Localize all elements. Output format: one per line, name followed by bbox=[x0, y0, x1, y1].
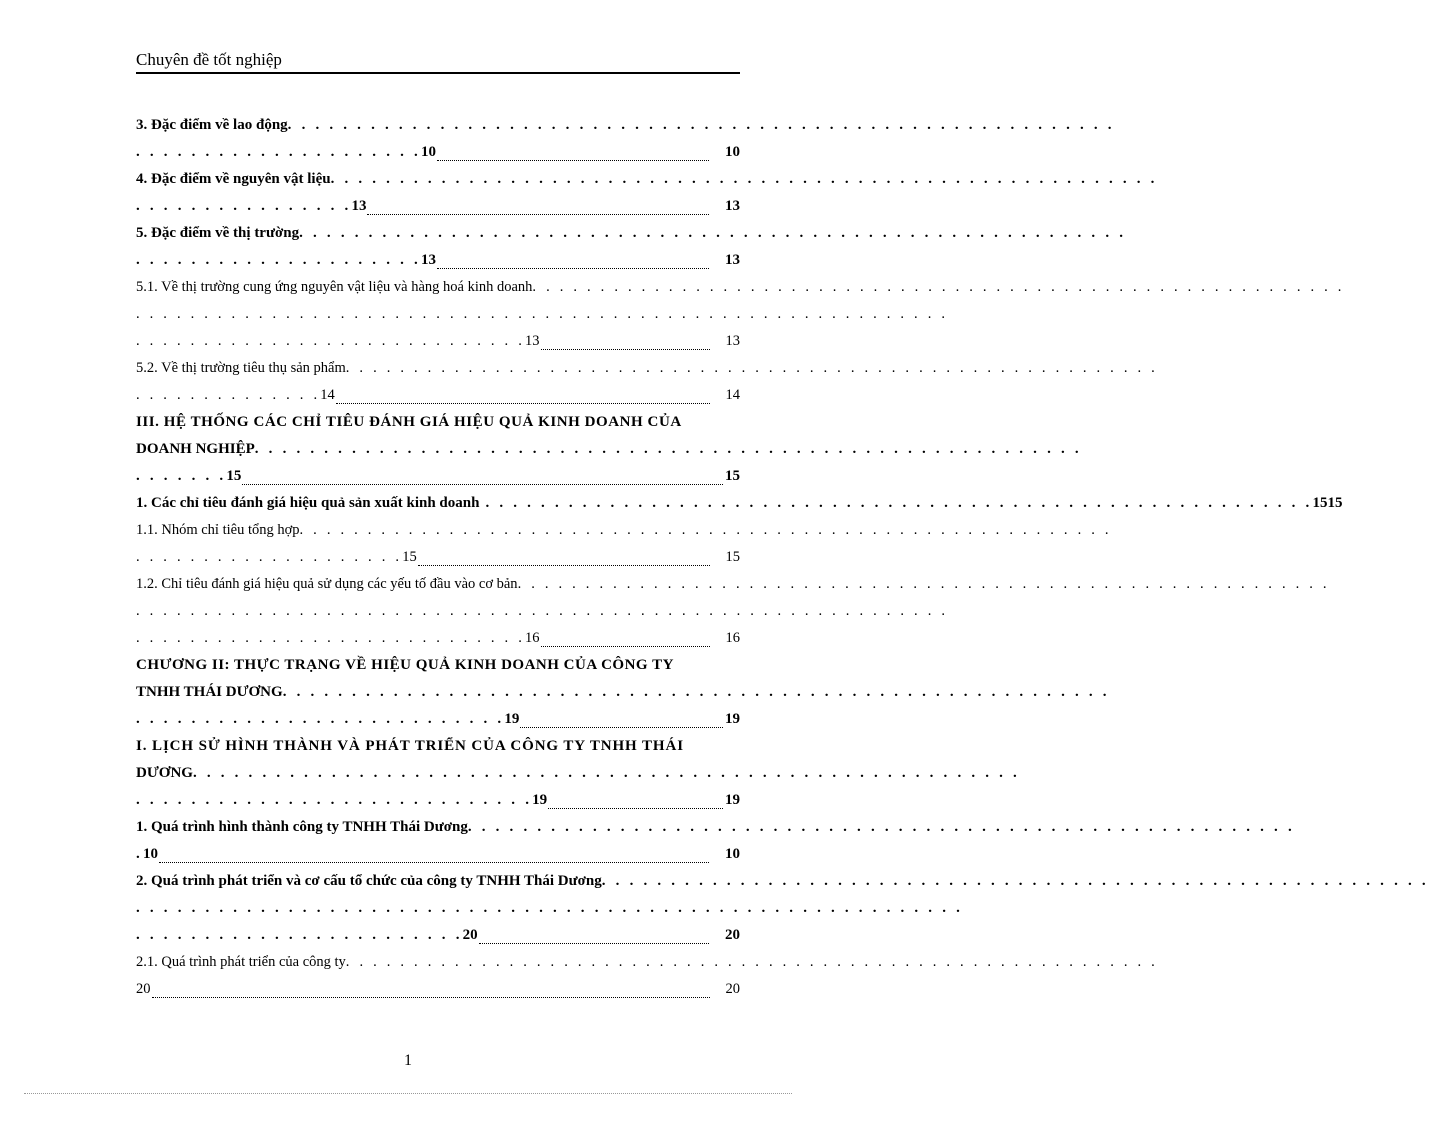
toc-entry-I-1-cont bbox=[136, 841, 740, 868]
toc-entry-III-1[interactable] bbox=[136, 490, 1343, 517]
leader-dots: . . . . . . . . . . . . . . . . . . . . . . . . . . . . . bbox=[136, 792, 533, 808]
leader-dots: . . . . . . . . . . . . . . . . . . . . . bbox=[136, 252, 421, 268]
toc-page-number: 13 bbox=[725, 198, 740, 214]
toc-entry-title: CHƯƠNG II: THỰC TRẠNG VỀ HIỆU QUẢ KINH DOANH CỦA CÔNG TY bbox=[136, 657, 674, 673]
toc-entry-title: TNHH THÁI DƯƠNG bbox=[136, 684, 283, 700]
toc-inline-page: 20 bbox=[136, 981, 151, 997]
leader-dots: . . . . . . . . . . . . . . . . . . . . . . . . . . . . . . . . . . . . . . . . . . . . . . . . . . . . . . . . . . . . bbox=[485, 495, 1313, 511]
leader-dots: . . . . . . . . . . . . . . . . . . . . . . . . . . . . . . . . . . . . . . . . . . . . . . . . . . . . . . . . . . . . bbox=[136, 306, 949, 322]
toc-entry-chapter-2-cont bbox=[136, 706, 740, 733]
toc-entry-title: DƯƠNG bbox=[136, 765, 193, 781]
toc-inline-page: 13 bbox=[351, 198, 367, 214]
leader-dots: . . . . . . . . . . . . . . . . . . . . . . . . . . . . . . . . . . . . . . . . . . . . . . . . . . . . . . . . . . . . bbox=[254, 441, 1082, 457]
toc-entry-title: III. HỆ THỐNG CÁC CHỈ TIÊU ĐÁNH GIÁ HIỆU QUẢ KINH DOANH CỦA bbox=[136, 414, 682, 430]
toc-entry-5[interactable] bbox=[136, 220, 1127, 247]
leader-dots: . . . . . . . . . . . . . . . . . . . . . . . . bbox=[136, 927, 463, 943]
leader-dots: . . . . . . . . . . . . . . . . . . . . . . . . . . . . . . . . . . . . . . . . . . . . . . . . . . . . . . . . . . . . bbox=[136, 603, 949, 619]
leader-dots: . . . . . . . . . . . . . . . . . . . . . . . . . . . . . . . . . . . . . . . . . . . . . . . . . . . . . . . . . . . . bbox=[345, 954, 1158, 970]
toc-page-number: 20 bbox=[725, 927, 740, 943]
toc-entry-I-1[interactable] bbox=[136, 814, 1295, 841]
toc-entry-III-1-1[interactable] bbox=[136, 517, 1112, 544]
leader-dots: . . . . . . . . . . . . . . . . . . . . . . . . . . . . . . . . . . . . . . . . . . . . . . . . . . . . . . . . . . . . bbox=[282, 684, 1110, 700]
toc-entry-title: I. LỊCH SỬ HÌNH THÀNH VÀ PHÁT TRIỂN CỦA CÔNG TY TNHH THÁI bbox=[136, 738, 684, 754]
leader-rule bbox=[437, 253, 709, 269]
toc-entry-4-cont bbox=[136, 193, 740, 220]
leader-dots: . . . . . . . . . . . . . . . . . . . . . . . . . . . . . . . . . . . . . . . . . . . . . . . . . . . . . . . . . . . . bbox=[601, 873, 1429, 889]
toc-inline-page: 14 bbox=[320, 387, 335, 403]
toc-entry-III-line2 bbox=[136, 436, 1082, 463]
leader-dots: . . . . . . . . . . . . . . . . . . . . . bbox=[136, 144, 421, 160]
toc-page-number: 10 bbox=[725, 846, 740, 862]
toc-entry-I-2[interactable] bbox=[136, 868, 1429, 895]
toc-page-number: 14 bbox=[725, 387, 740, 403]
leader-dots: . . . . . . . . . . . . . . . . . . . . . . . . . . . . . . . . . . . . . . . . . . . . . . . . . . . . . . . . . . . . bbox=[299, 522, 1112, 538]
toc-entry-I-line2 bbox=[136, 760, 1021, 787]
toc-page-number: 15 bbox=[725, 549, 740, 565]
toc-entry-title: 1.1. Nhóm chỉ tiêu tổng hợp bbox=[136, 522, 300, 538]
toc-entry-title: 1. Các chỉ tiêu đánh giá hiệu quả sản xuất kinh doanh bbox=[136, 495, 480, 511]
leader-dots: . . . . . . . . . . . . . . . . . . . . . . . . . . . . . bbox=[136, 333, 526, 349]
leader-dots: . . . . . . . . . . . . . . . . . . . . . . . . . . . bbox=[136, 711, 505, 727]
toc-entry-title: 2. Quá trình phát triển và cơ cấu tổ chức của công ty TNHH Thái Dương bbox=[136, 873, 602, 889]
leader-dots: . . . . . . . . . . . . . . . . bbox=[136, 198, 352, 214]
toc-inline-page: 10 bbox=[142, 846, 158, 862]
toc-entry-5-2[interactable] bbox=[136, 355, 1158, 382]
leader-dots: . . . . . . . . . . . . . . . . . . . . . . . . . . . . . . . . . . . . . . . . . . . . . . . . . . . . . . . . . . . . bbox=[287, 117, 1115, 133]
toc-page-number: 19 bbox=[725, 792, 740, 808]
toc-page-number: 13 bbox=[725, 252, 740, 268]
toc-entry-5-1[interactable] bbox=[136, 274, 1345, 301]
leader-rule bbox=[152, 982, 710, 998]
toc-page-number: 1515 bbox=[1312, 495, 1343, 511]
page-header bbox=[136, 48, 740, 74]
toc-page-number: 10 bbox=[725, 144, 740, 160]
toc-entry-5-cont bbox=[136, 247, 740, 274]
toc-page-number: 16 bbox=[725, 630, 740, 646]
toc-entry-3-cont bbox=[136, 139, 740, 166]
leader-dots: . . . . . . . . . . . . . . . . . . . . . . . . . . . . . bbox=[136, 630, 526, 646]
leader-rule bbox=[367, 199, 709, 215]
toc-page-number: 15 bbox=[725, 468, 740, 484]
toc-inline-page: 16 bbox=[525, 630, 540, 646]
leader-rule bbox=[437, 145, 709, 161]
toc-entry-title: 5. Đặc điểm về thị trường bbox=[136, 225, 300, 241]
leader-dots: . . . . . . . . . . . . . . bbox=[136, 387, 321, 403]
leader-dots: . . . . . . . . . . . . . . . . . . . . . . . . . . . . . . . . . . . . . . . . . . . . . . . . . . . . . . . . . . . . bbox=[532, 279, 1345, 295]
leader-dots: . bbox=[136, 846, 143, 862]
toc-entry-title: 1.2. Chỉ tiêu đánh giá hiệu quả sử dụng các yếu tố đầu vào cơ bản bbox=[136, 576, 518, 592]
table-of-contents bbox=[136, 112, 1429, 1003]
toc-entry-I-cont bbox=[136, 787, 740, 814]
toc-entry-5-2-cont bbox=[136, 382, 740, 409]
toc-entry-III-1-2[interactable] bbox=[136, 571, 1330, 598]
toc-entry-I[interactable] bbox=[136, 733, 740, 760]
toc-page-number: 19 bbox=[725, 711, 740, 727]
leader-dots: . . . . . . . . . . . . . . . . . . . . . . . . . . . . . . . . . . . . . . . . . . . . . . . . . . . . . . . . . . . . bbox=[136, 900, 964, 916]
page-number: 1 bbox=[404, 1052, 412, 1069]
toc-entry-III-1-2-cont2 bbox=[136, 625, 740, 652]
toc-inline-page: 19 bbox=[504, 711, 520, 727]
toc-entry-III[interactable] bbox=[136, 409, 740, 436]
toc-page-number: 20 bbox=[725, 981, 740, 997]
toc-page-number: 13 bbox=[725, 333, 740, 349]
toc-entry-III-1-2-cont bbox=[136, 598, 949, 625]
toc-entry-title: 2.1. Quá trình phát triển của công ty bbox=[136, 954, 346, 970]
toc-inline-page: 10 bbox=[420, 144, 436, 160]
leader-dots: . . . . . . . . . . . . . . . . . . . . . . . . . . . . . . . . . . . . . . . . . . . . . . . . . . . . . . . . . . . . bbox=[467, 819, 1295, 835]
leader-rule bbox=[418, 550, 710, 566]
toc-inline-page: 13 bbox=[420, 252, 436, 268]
leader-rule bbox=[520, 712, 723, 728]
toc-entry-I-2-1[interactable] bbox=[136, 949, 1158, 976]
toc-entry-chapter-2[interactable] bbox=[136, 652, 740, 679]
toc-inline-page: 20 bbox=[462, 927, 478, 943]
toc-inline-page: 19 bbox=[532, 792, 548, 808]
toc-entry-5-1-cont2 bbox=[136, 328, 740, 355]
leader-dots: . . . . . . . . . . . . . . . . . . . . . . . . . . . . . . . . . . . . . . . . . . . . . . . . . . . . . . . . . . . . bbox=[330, 171, 1158, 187]
toc-inline-page: 15 bbox=[226, 468, 242, 484]
toc-entry-I-2-cont2 bbox=[136, 922, 740, 949]
header-title: Chuyên đề tốt nghiệp bbox=[136, 50, 282, 69]
leader-rule bbox=[242, 469, 723, 485]
toc-entry-3[interactable] bbox=[136, 112, 1115, 139]
toc-entry-title: 5.1. Về thị trường cung ứng nguyên vật liệu và hàng hoá kinh doanh bbox=[136, 279, 533, 295]
leader-rule bbox=[479, 928, 709, 944]
leader-rule bbox=[541, 631, 710, 647]
toc-entry-title: DOANH NGHIỆP bbox=[136, 441, 255, 457]
toc-entry-III-cont bbox=[136, 463, 740, 490]
toc-entry-title: 1. Quá trình hình thành công ty TNHH Thái Dương bbox=[136, 819, 468, 835]
leader-dots: . . . . . . . bbox=[136, 468, 227, 484]
leader-rule bbox=[336, 388, 710, 404]
toc-entry-5-1-cont bbox=[136, 301, 949, 328]
leader-rule bbox=[159, 847, 709, 863]
leader-dots: . . . . . . . . . . . . . . . . . . . . . . . . . . . . . . . . . . . . . . . . . . . . . . . . . . . . . . . . . . . . bbox=[345, 360, 1158, 376]
leader-rule bbox=[548, 793, 723, 809]
leader-rule bbox=[541, 334, 710, 350]
toc-entry-title: 4. Đặc điểm về nguyên vật liệu bbox=[136, 171, 331, 187]
page-bottom-divider bbox=[24, 1093, 792, 1094]
toc-entry-I-2-1-cont bbox=[136, 976, 740, 1003]
toc-entry-III-1-1-cont bbox=[136, 544, 740, 571]
toc-inline-page: 13 bbox=[525, 333, 540, 349]
toc-entry-4[interactable] bbox=[136, 166, 1158, 193]
leader-dots: . . . . . . . . . . . . . . . . . . . . . . . . . . . . . . . . . . . . . . . . . . . . . . . . . . . . . . . . . . . . bbox=[192, 765, 1021, 781]
toc-inline-page: 15 bbox=[402, 549, 417, 565]
toc-entry-I-2-cont bbox=[136, 895, 964, 922]
leader-dots: . . . . . . . . . . . . . . . . . . . . . . . . . . . . . . . . . . . . . . . . . . . . . . . . . . . . . . . . . . . . bbox=[517, 576, 1330, 592]
toc-entry-title: 5.2. Về thị trường tiêu thụ sản phẩm bbox=[136, 360, 346, 376]
toc-entry-title: 3. Đặc điểm về lao động bbox=[136, 117, 288, 133]
toc-entry-chapter-2-line2 bbox=[136, 679, 1110, 706]
leader-dots: . . . . . . . . . . . . . . . . . . . . . . . . . . . . . . . . . . . . . . . . . . . . . . . . . . . . . . . . . . . . bbox=[299, 225, 1127, 241]
leader-dots: . . . . . . . . . . . . . . . . . . . . bbox=[136, 549, 403, 565]
